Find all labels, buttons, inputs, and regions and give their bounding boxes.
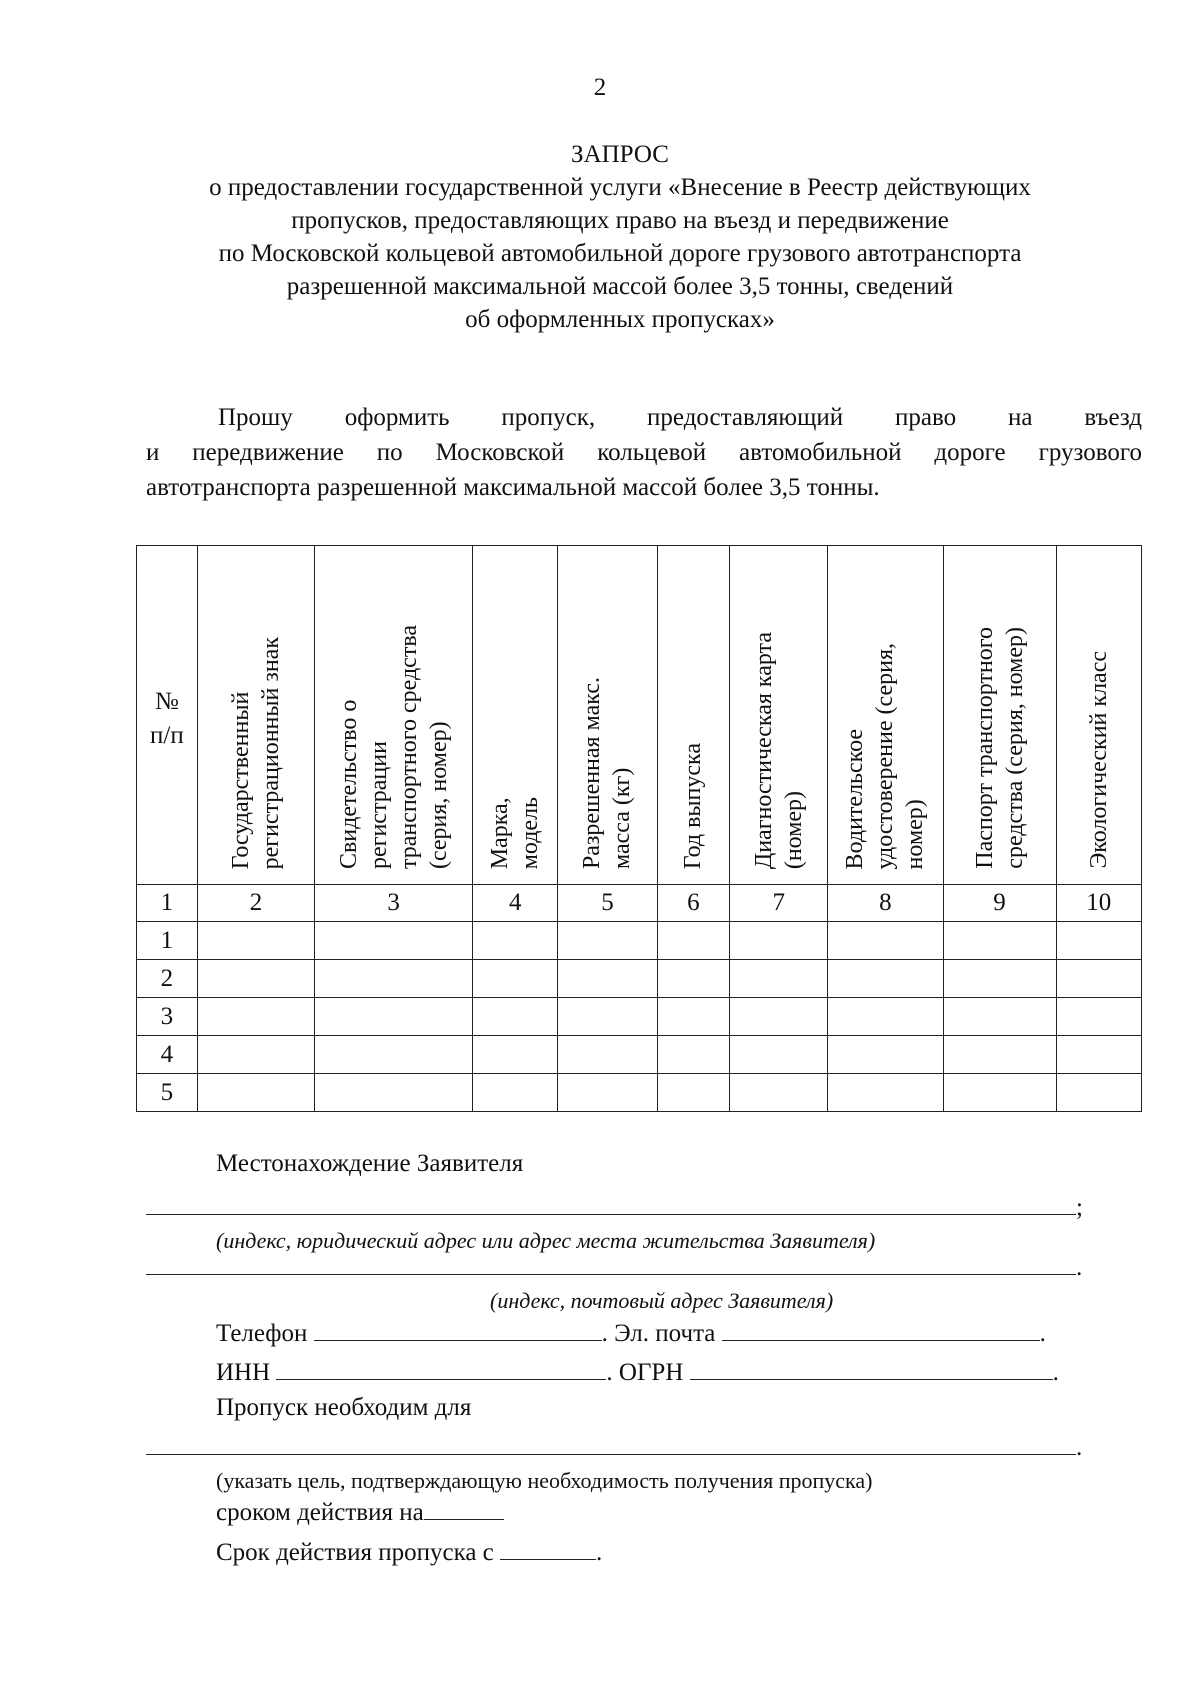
vehicle-table	[136, 545, 1142, 1112]
column-index: 3	[315, 885, 473, 922]
inn-ogrn-end: .	[1052, 1359, 1059, 1386]
header-line: Государственный	[227, 691, 254, 869]
document-title	[130, 138, 1110, 336]
header-line: (серия, номер)	[425, 721, 452, 869]
postal-line[interactable]	[146, 1248, 1076, 1275]
table-row	[137, 1074, 1142, 1112]
column-index: 5	[558, 885, 657, 922]
address-end: ;	[1076, 1194, 1083, 1221]
validity-row	[216, 1495, 1200, 1527]
postal-end: .	[1076, 1254, 1083, 1281]
table-cell[interactable]	[828, 960, 943, 998]
phone-email-row	[216, 1316, 1200, 1348]
email-label: . Эл. почта	[601, 1320, 716, 1347]
table-row	[137, 998, 1142, 1036]
table-row	[137, 960, 1142, 998]
table-cell[interactable]	[1056, 998, 1141, 1036]
request-paragraph	[146, 400, 1142, 505]
header-line: Год выпуска	[680, 742, 707, 869]
table-cell[interactable]	[657, 998, 730, 1036]
header-line: регистрации	[365, 741, 392, 869]
column-index: 9	[943, 885, 1056, 922]
table-cell[interactable]	[315, 998, 473, 1036]
validity-label: сроком действия на	[216, 1499, 424, 1526]
inn-field[interactable]	[276, 1355, 606, 1380]
table-cell[interactable]	[473, 960, 558, 998]
phone-field[interactable]	[314, 1316, 602, 1341]
column-index: 7	[730, 885, 828, 922]
row-number: 4	[137, 1036, 198, 1074]
header-line: средства (серия, номер)	[1001, 627, 1028, 869]
table-cell[interactable]	[828, 1036, 943, 1074]
location-label: Местонахождение Заявителя	[216, 1150, 524, 1177]
table-cell[interactable]	[1056, 1074, 1141, 1112]
header-cell-diagnostic-card	[730, 546, 828, 885]
ogrn-field[interactable]	[690, 1355, 1053, 1380]
table-cell[interactable]	[473, 998, 558, 1036]
table-cell[interactable]	[473, 1036, 558, 1074]
table-cell[interactable]	[943, 998, 1056, 1036]
address-field[interactable]	[146, 1188, 1146, 1222]
purpose-end: .	[1076, 1434, 1083, 1461]
phone-label: Телефон	[216, 1320, 308, 1347]
row-number: 1	[137, 922, 198, 960]
title-line: пропусков, предоставляющих право на въезд и передвижение	[291, 207, 949, 234]
table-cell[interactable]	[828, 922, 943, 960]
table-cell[interactable]	[1056, 1036, 1141, 1074]
header-line: масса (кг)	[609, 767, 636, 869]
table-cell[interactable]	[943, 922, 1056, 960]
header-cell-max-mass	[558, 546, 657, 885]
address-line[interactable]	[146, 1188, 1076, 1215]
header-cell-reg-certificate	[315, 546, 473, 885]
header-line: Диагностическая карта	[750, 631, 777, 869]
header-cell-make-model	[473, 546, 558, 885]
header-cell-eco-class	[1056, 546, 1141, 885]
purpose-hint: (указать цель, подтверждающую необходимость получения пропуска)	[216, 1468, 873, 1493]
email-field[interactable]	[722, 1316, 1040, 1341]
table-cell[interactable]	[730, 922, 828, 960]
table-cell[interactable]	[730, 998, 828, 1036]
table-cell[interactable]	[1056, 922, 1141, 960]
table-header-row	[137, 546, 1142, 885]
table-cell[interactable]	[558, 922, 657, 960]
row-number: 3	[137, 998, 198, 1036]
validity-field[interactable]	[424, 1495, 504, 1520]
table-cell[interactable]	[315, 922, 473, 960]
table-cell[interactable]	[315, 1036, 473, 1074]
table-cell[interactable]	[943, 1036, 1056, 1074]
start-field[interactable]	[500, 1535, 596, 1560]
table-cell[interactable]	[315, 1074, 473, 1112]
table-cell[interactable]	[657, 1036, 730, 1074]
header-cell-year	[657, 546, 730, 885]
table-cell[interactable]	[197, 922, 314, 960]
header-line: Паспорт транспортного	[971, 627, 998, 869]
header-line: Марка,	[487, 797, 514, 869]
table-cell[interactable]	[657, 1074, 730, 1112]
postal-field[interactable]	[146, 1248, 1146, 1282]
purpose-field[interactable]	[146, 1428, 1146, 1462]
table-cell[interactable]	[197, 998, 314, 1036]
table-cell[interactable]	[657, 922, 730, 960]
column-index: 10	[1056, 885, 1141, 922]
table-cell[interactable]	[943, 1074, 1056, 1112]
request-line: Прошу оформить пропуск, предоставляющий право на въезд	[218, 404, 1142, 431]
table-cell[interactable]	[558, 1074, 657, 1112]
purpose-line[interactable]	[146, 1428, 1076, 1455]
header-line: Разрешенная макс.	[579, 676, 606, 869]
inn-label: ИНН	[216, 1359, 271, 1386]
title-line: по Московской кольцевой автомобильной дороге грузового автотранспорта	[218, 240, 1022, 267]
table-cell[interactable]	[473, 1074, 558, 1112]
column-index: 4	[473, 885, 558, 922]
table-cell[interactable]	[197, 1074, 314, 1112]
table-cell[interactable]	[558, 998, 657, 1036]
table-row	[137, 1036, 1142, 1074]
table-cell[interactable]	[730, 1036, 828, 1074]
table-cell[interactable]	[197, 960, 314, 998]
table-cell[interactable]	[315, 960, 473, 998]
start-end: .	[596, 1539, 603, 1566]
column-index: 1	[137, 885, 198, 922]
postal-hint: (индекс, почтовый адрес Заявителя)	[490, 1288, 834, 1313]
header-line: Экологический класс	[1085, 651, 1112, 869]
header-line: удостоверение (серия,	[872, 642, 899, 869]
start-row	[216, 1535, 1200, 1567]
table-cell[interactable]	[943, 960, 1056, 998]
header-line: (номер)	[780, 790, 807, 869]
request-line: и передвижение по Московской кольцевой автомобильной дороге грузового	[146, 439, 1142, 466]
page-number: 2	[593, 74, 607, 101]
header-line: Водительское	[842, 728, 869, 869]
header-line: Свидетельство о	[335, 699, 362, 869]
table-cell[interactable]	[1056, 960, 1141, 998]
column-index-row	[137, 885, 1142, 922]
header-number-sign: №	[154, 688, 179, 715]
header-cell-reg-sign	[197, 546, 314, 885]
title-heading: ЗАПРОС	[571, 141, 669, 168]
table-cell[interactable]	[657, 960, 730, 998]
row-number: 2	[137, 960, 198, 998]
header-line: транспортного средства	[395, 624, 422, 869]
table-cell[interactable]	[473, 922, 558, 960]
address-hint: (индекс, юридический адрес или адрес места жительства Заявителя)	[216, 1228, 876, 1253]
title-line: о предоставлении государственной услуги «Внесение в Реестр действующих	[209, 174, 1031, 201]
phone-email-end: .	[1039, 1320, 1046, 1347]
table-cell[interactable]	[828, 998, 943, 1036]
table-cell[interactable]	[558, 1036, 657, 1074]
header-line: номер)	[902, 798, 929, 869]
table-cell[interactable]	[730, 960, 828, 998]
request-line: автотранспорта разрешенной максимальной массой более 3,5 тонны.	[146, 474, 880, 501]
inn-ogrn-row	[216, 1355, 1200, 1387]
header-line: модель	[517, 796, 544, 869]
header-line: регистрационный знак	[257, 636, 284, 869]
header-cell-driver-license	[828, 546, 943, 885]
column-index: 8	[828, 885, 943, 922]
column-index: 6	[657, 885, 730, 922]
header-cell-number	[137, 546, 198, 885]
start-label: Срок действия пропуска с	[216, 1539, 494, 1566]
ogrn-label: . ОГРН	[606, 1359, 684, 1386]
row-number: 5	[137, 1074, 198, 1112]
purpose-label: Пропуск необходим для	[216, 1394, 472, 1421]
table-cell[interactable]	[558, 960, 657, 998]
header-number-pp: п/п	[150, 722, 184, 749]
table-cell[interactable]	[730, 1074, 828, 1112]
title-line: об оформленных пропусках»	[465, 306, 775, 333]
table-cell[interactable]	[828, 1074, 943, 1112]
title-line: разрешенной максимальной массой более 3,5 тонны, сведений	[286, 273, 954, 300]
column-index: 2	[197, 885, 314, 922]
table-cell[interactable]	[197, 1036, 314, 1074]
table-row	[137, 922, 1142, 960]
header-cell-vehicle-passport	[943, 546, 1056, 885]
